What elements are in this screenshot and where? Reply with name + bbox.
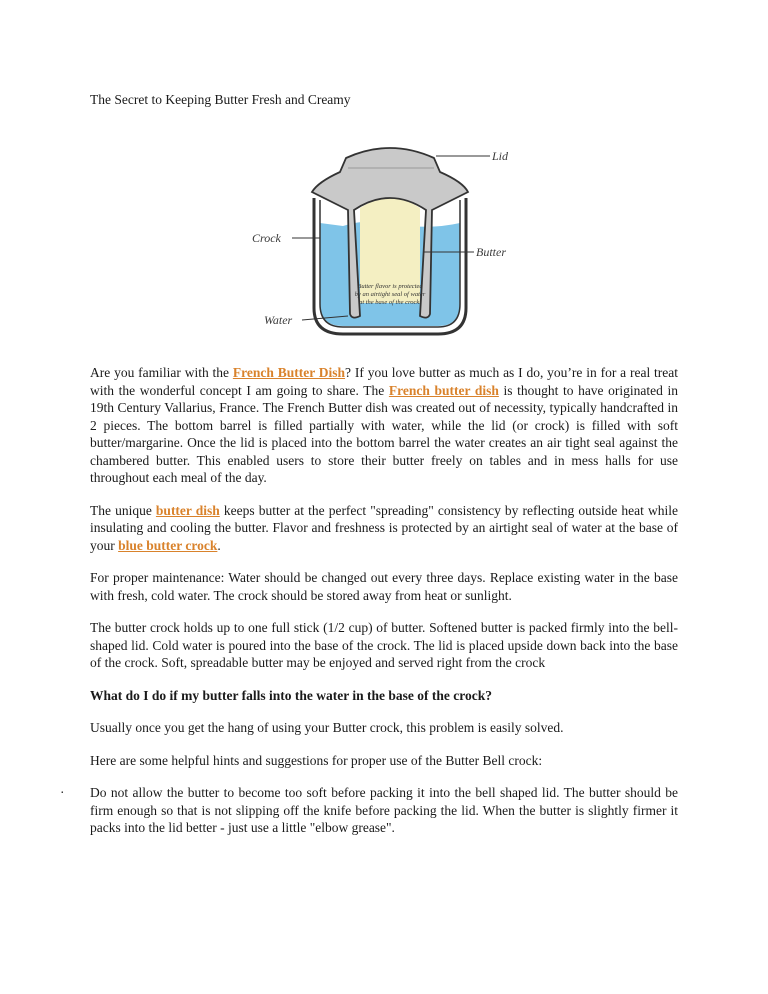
link-butter-dish[interactable]: butter dish: [155, 502, 220, 518]
bullet-item: · Do not allow the butter to become too soft before packing it into the bell shaped lid. The butter should be firm enough so that is not slipping off the knife before packing the lid. When the butter is slightly firmer it packs into the lid better - just use a little "elbow grease".: [60, 785, 678, 835]
label-lid: Lid: [492, 149, 509, 163]
diagram-note-2: by an airtight seal of water: [354, 291, 426, 298]
page-title: The Secret to Keeping Butter Fresh and Creamy: [90, 92, 351, 107]
label-butter: Butter: [476, 245, 506, 259]
paragraph-maintenance: For proper maintenance: Water should be changed out every three days. Replace existing water in the base with fresh, cold water. The crock should be stored away from heat or sunlight.: [90, 570, 678, 603]
label-crock: Crock: [252, 231, 281, 245]
paragraph-hints-intro: Here are some helpful hints and suggestions for proper use of the Butter Bell crock:: [90, 752, 543, 768]
link-french-butter-dish-2[interactable]: French butter dish: [388, 382, 499, 398]
link-blue-butter-crock[interactable]: blue butter crock: [118, 537, 218, 553]
question-heading: What do I do if my butter falls into the water in the base of the crock?: [90, 687, 492, 703]
paragraph-intro: Are you familiar with the French Butter Dish? If you love butter as much as I do, you’re in for a real treat with the wonderful concept I am going to share. The French butter dish is thought to have originated in 19th Century Vallarius, France. The French Butter dish was created out of necessity, typically handcrafted in 2 pieces. The bottom barrel is filled partially with water, while the lid (or crock) is filled with soft butter/margarine. Once the lid is placed into the bottom barrel the water creates an air tight seal against the chambered butter. This enabled users to store their butter freely on tables and in mess halls for use throughout each meal of the day.: [90, 365, 679, 485]
label-water: Water: [264, 313, 293, 327]
paragraph-capacity: The butter crock holds up to one full stick (1/2 cup) of butter. Softened butter is packed firmly into the bell-shaped lid. Cold water is poured into the base of the crock. The lid is placed upside down back into the base of the crock. Soft, spreadable butter may be enjoyed and served right from the crock: [90, 620, 678, 670]
diagram-note-3: at the base of the crock.: [359, 299, 421, 306]
butter-crock-diagram: [248, 138, 528, 343]
article-body: [60, 364, 679, 852]
paragraph-unique: The unique butter dish keeps butter at the perfect "spreading" consistency by reflecting outside heat while insulating and cooling the butter. Flavor and freshness is protected by an airtight seal of water at the base of your blue butter crock.: [90, 502, 678, 553]
bullet-symbol: ·: [60, 785, 65, 800]
diagram-note-1: Butter flavor is protected: [357, 283, 423, 290]
link-french-butter-dish[interactable]: French Butter Dish: [232, 365, 346, 380]
paragraph-solution: Usually once you get the hang of using your Butter crock, this problem is easily solved.: [90, 720, 564, 735]
